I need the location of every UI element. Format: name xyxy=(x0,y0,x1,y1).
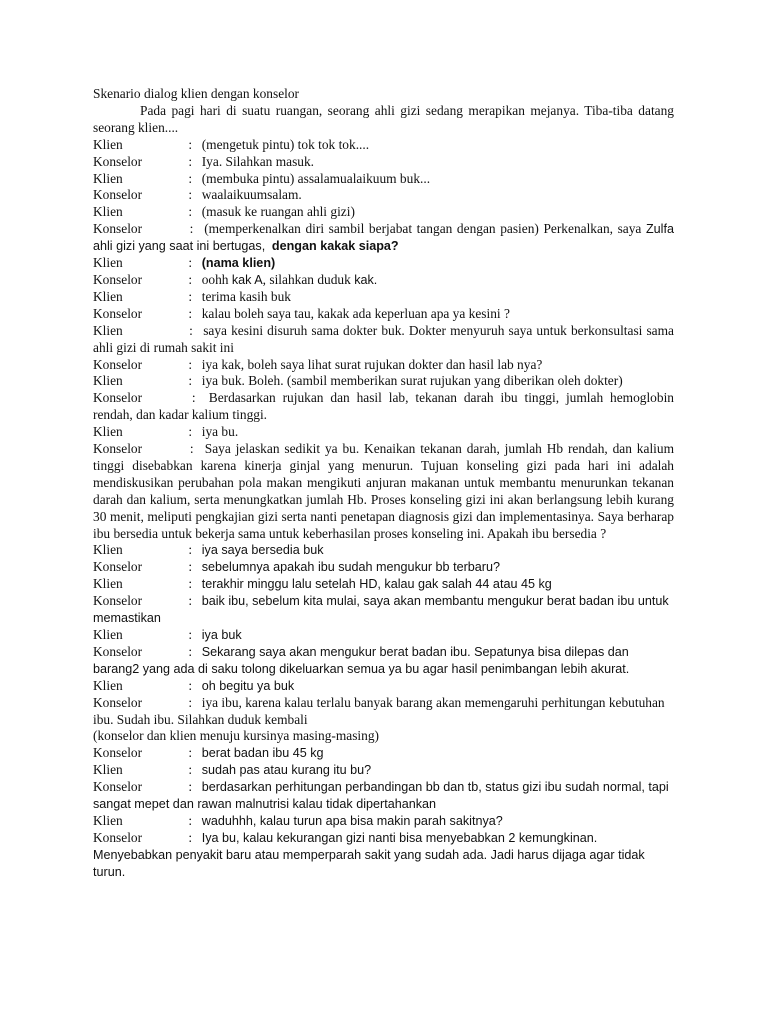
dialog-line xyxy=(93,762,674,779)
dialog-text: Saya jelaskan sedikit ya bu. Kenaikan tekanan darah, jumlah Hb rendah, dan kalium tinggi disebabkan karena kinerja ginjal yang menurun. Tujuan konseling gizi pada hari ini adalah mendiskusikan perubahan pola makan mengikuti anjuran makanan untuk membantu menurunkan tekanan darah dan kalium, serta menungkatkan jumlah Hb. Proses konseling gizi ini akan berlangsung lebih kurang 30 menit, meliputi pengkajian gizi serta nanti penetapan diagnosis gizi dan implementasinya. Saya berharap ibu bersedia untuk bekerja sama untuk keberhasilan proses konseling ini. Apakah ibu bersedia ? xyxy=(93,441,674,541)
colon-separator: : xyxy=(188,627,193,642)
dialog-text: Berdasarkan rujukan dan hasil lab, tekanan darah ibu tinggi, jumlah hemoglobin rendah, dan kadar kalium tinggi. xyxy=(93,390,674,423)
dialog-text: iya buk. Boleh. (sambil memberikan surat rujukan yang diberikan oleh dokter) xyxy=(201,373,623,389)
dialog-text: terima kasih buk xyxy=(201,288,291,304)
speaker-label: Konselor xyxy=(93,356,143,372)
speaker-label: Klien xyxy=(93,424,123,440)
colon-separator: : xyxy=(188,677,193,693)
dialog-text-part: oohh xyxy=(201,271,229,287)
dialog-text: (masuk ke ruangan ahli gizi) xyxy=(201,204,355,220)
dialog-text: baik ibu, sebelum kita mulai, saya akan membantu mengukur berat badan ibu untuk memastikan xyxy=(93,594,669,626)
dialog-line xyxy=(93,154,674,171)
colon-separator: : xyxy=(189,322,193,338)
dialog-line xyxy=(93,171,674,188)
colon-separator: : xyxy=(188,153,193,169)
colon-separator: : xyxy=(188,643,193,659)
dialog-text-part: (memperkenalkan diri sambil berjabat tangan dengan pasien) Perkenalkan, saya xyxy=(204,221,642,237)
dialog-text: berdasarkan perhitungan perbandingan bb dan tb, status gizi ibu sudah normal, tapi sangat mepet dan rawan malnutrisi kalau tidak dipertahankan xyxy=(93,780,669,812)
dialog-line xyxy=(93,441,674,542)
speaker-label: Konselor xyxy=(93,441,143,457)
dialog-line xyxy=(93,644,674,678)
colon-separator: : xyxy=(188,187,193,203)
colon-separator: : xyxy=(188,829,193,845)
intro-paragraph: Pada pagi hari di suatu ruangan, seorang ahli gizi sedang merapikan mejanya. Tiba-tiba datang seorang klien.... xyxy=(93,102,674,135)
speaker-label: Konselor xyxy=(93,221,143,237)
speaker-label: Klien xyxy=(93,288,123,304)
speaker-label: Klien xyxy=(93,204,123,220)
dialog-line xyxy=(93,390,674,424)
dialog-line xyxy=(93,678,674,695)
dialog-line xyxy=(93,542,674,559)
speaker-label: Klien xyxy=(93,576,123,592)
dialog-line xyxy=(93,187,674,204)
dialog-text-part: Zulfa ahli gizi yang saat ini bertugas, xyxy=(93,222,674,254)
colon-separator: : xyxy=(188,593,193,609)
speaker-label: Konselor xyxy=(93,745,143,761)
document-title: Skenario dialog klien dengan konselor xyxy=(93,86,300,101)
speaker-label: Konselor xyxy=(93,187,143,203)
speaker-label: Klien xyxy=(93,255,123,271)
dialog-text: iya kak, boleh saya lihat surat rujukan dokter dan hasil lab nya? xyxy=(201,356,543,372)
colon-separator: : xyxy=(191,390,196,406)
dialog-text: (nama klien) xyxy=(201,256,276,271)
dialog-text: iya buk xyxy=(201,628,242,642)
dialog-text: sebelumnya apakah ibu sudah mengukur bb terbaru? xyxy=(201,560,500,575)
speaker-label: Klien xyxy=(93,170,123,186)
colon-separator: : xyxy=(188,271,193,287)
colon-separator: : xyxy=(189,221,194,237)
dialog-text-part: dengan kakak siapa? xyxy=(271,239,399,254)
dialog-line xyxy=(93,221,674,255)
dialog-line xyxy=(93,137,674,154)
speaker-label: Konselor xyxy=(93,305,143,321)
dialog-line xyxy=(93,576,674,593)
dialog-text: iya bu. xyxy=(201,424,239,440)
dialog-line xyxy=(93,627,674,644)
speaker-label: Klien xyxy=(93,762,123,778)
colon-separator: : xyxy=(188,559,193,575)
dialog-text-part: kak A xyxy=(231,272,263,287)
speaker-label: Konselor xyxy=(93,390,143,406)
dialog-text: Iya bu, kalau kekurangan gizi nanti bisa menyebabkan 2 kemungkinan. Menyebabkan penyakit baru atau memperparah sakit yang sudah ada. Jadi harus dijaga agar tidak turun. xyxy=(93,830,645,879)
dialog-line xyxy=(93,424,674,441)
speaker-label: Konselor xyxy=(93,271,143,287)
dialog-line xyxy=(93,593,674,627)
dialog-text-part: , silahkan duduk xyxy=(262,271,351,287)
dialog-text: sudah pas atau kurang itu bu? xyxy=(201,763,372,778)
colon-separator: : xyxy=(188,373,193,389)
dialog-text: waalaikuumsalam. xyxy=(201,187,302,203)
colon-separator: : xyxy=(188,288,193,304)
dialog-text: (membuka pintu) assalamualaikuum buk... xyxy=(201,170,431,186)
colon-separator: : xyxy=(188,424,193,440)
colon-separator: : xyxy=(188,779,193,795)
speaker-label: Konselor xyxy=(93,593,143,609)
colon-separator: : xyxy=(188,255,193,271)
dialog-text-part: kak. xyxy=(354,272,378,287)
dialog-text: kalau boleh saya tau, kakak ada keperluan apa ya kesini ? xyxy=(201,305,510,321)
dialog-line xyxy=(93,289,674,306)
dialog-line xyxy=(93,306,674,323)
dialog-text: waduhhh, kalau turun apa bisa makin parah sakitnya? xyxy=(201,813,503,828)
colon-separator: : xyxy=(188,305,193,321)
speaker-label: Klien xyxy=(93,627,123,642)
dialog-line xyxy=(93,323,674,357)
speaker-label: Konselor xyxy=(93,559,143,575)
dialog-line xyxy=(93,255,674,272)
speaker-label: Klien xyxy=(93,812,123,828)
colon-separator: : xyxy=(188,576,193,592)
dialog-text: (mengetuk pintu) tok tok tok.... xyxy=(201,136,370,152)
dialog-line xyxy=(93,779,674,813)
colon-separator: : xyxy=(189,441,194,457)
dialog-line xyxy=(93,559,674,576)
dialog-line xyxy=(93,813,674,830)
stage-direction: (konselor dan klien menuju kursinya masing-masing) xyxy=(93,728,379,744)
speaker-label: Konselor xyxy=(93,643,143,659)
dialog-line xyxy=(93,745,674,762)
dialog-line xyxy=(93,204,674,221)
speaker-label: Klien xyxy=(93,373,123,389)
speaker-label: Klien xyxy=(93,677,123,693)
dialog-text: Iya. Silahkan masuk. xyxy=(201,153,315,169)
dialog-text: saya kesini disuruh sama dokter buk. Dokter menyuruh saya untuk berkonsultasi sama ahli gizi di rumah sakit ini xyxy=(93,322,674,355)
colon-separator: : xyxy=(188,356,193,372)
dialog-text: Sekarang saya akan mengukur berat badan ibu. Sepatunya bisa dilepas dan barang2 yang ada di saku tolong dikeluarkan semua ya bu agar hasil penimbangan lebih akurat. xyxy=(93,644,630,676)
colon-separator: : xyxy=(188,762,193,778)
speaker-label: Konselor xyxy=(93,779,143,795)
dialog-text: iya saya bersedia buk xyxy=(201,543,324,558)
dialog-text: terakhir minggu lalu setelah HD, kalau gak salah 44 atau 45 kg xyxy=(201,577,552,592)
dialog-line xyxy=(93,373,674,390)
dialog-line xyxy=(93,357,674,374)
dialog-text: oh begitu ya buk xyxy=(201,678,295,693)
colon-separator: : xyxy=(188,694,193,710)
colon-separator: : xyxy=(188,542,193,558)
colon-separator: : xyxy=(188,136,193,152)
speaker-label: Konselor xyxy=(93,694,143,710)
dialog-line xyxy=(93,272,674,289)
speaker-label: Konselor xyxy=(93,153,143,169)
dialog-text xyxy=(202,272,378,287)
speaker-label: Klien xyxy=(93,542,123,558)
speaker-label: Klien xyxy=(93,136,123,152)
dialog-line xyxy=(93,695,674,729)
colon-separator: : xyxy=(188,812,193,828)
colon-separator: : xyxy=(188,745,193,761)
dialog-line xyxy=(93,830,674,881)
dialog-text: berat badan ibu 45 kg xyxy=(201,746,324,761)
colon-separator: : xyxy=(188,204,193,220)
speaker-label: Klien xyxy=(93,322,123,338)
speaker-label: Konselor xyxy=(93,829,143,845)
colon-separator: : xyxy=(188,170,193,186)
dialog-text: iya ibu, karena kalau terlalu banyak barang akan memengaruhi perhitungan kebutuhan ibu. Sudah ibu. Silahkan duduk kembali xyxy=(93,694,665,727)
